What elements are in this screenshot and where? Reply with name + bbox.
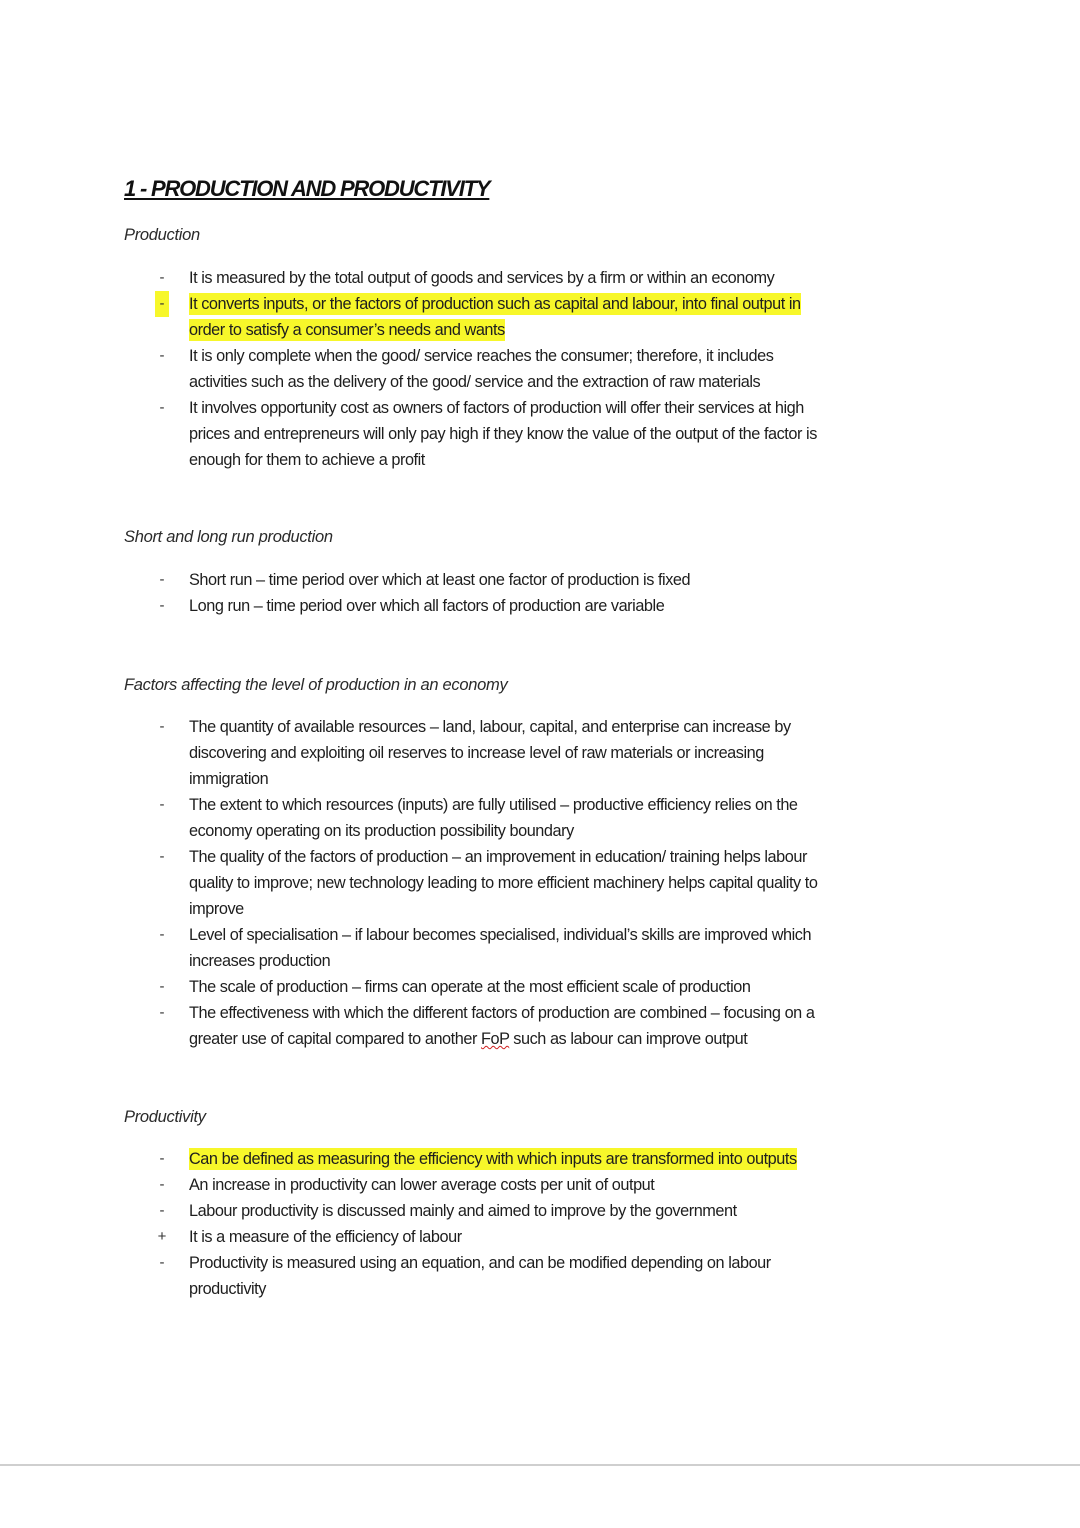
text-line <box>189 948 1080 974</box>
line-text: Short run – time period over which at least one factor of production is fixed <box>189 571 691 589</box>
section-heading: Short and long run production <box>124 528 333 546</box>
text-line <box>189 369 1080 395</box>
list-item <box>0 291 1080 343</box>
dash-bullet-icon: - <box>159 597 165 614</box>
dash-bullet-icon: - <box>159 269 165 286</box>
list-item <box>0 265 1080 291</box>
list-item <box>0 792 1080 844</box>
dash-bullet-icon: - <box>159 848 165 865</box>
line-text: discovering and exploiting oil reserves to increase level of raw materials or increasing <box>189 744 764 762</box>
line-text: Labour productivity is discussed mainly and aimed to improve by the government <box>189 1202 737 1220</box>
line-text: Long run – time period over which all factors of production are variable <box>189 597 665 615</box>
dash-bullet-icon: - <box>159 1150 165 1167</box>
line-text: The scale of production – firms can operate at the most efficient scale of production <box>189 978 751 996</box>
line-text: Productivity is measured using an equation, and can be modified depending on labour <box>189 1254 771 1272</box>
line-text: The extent to which resources (inputs) are fully utilised – productive efficiency relies on the <box>189 796 798 814</box>
bullet-list <box>0 567 1080 619</box>
list-item <box>0 1250 1080 1302</box>
line-text: The effectiveness with which the different factors of production are combined – focusing on a <box>189 1004 815 1022</box>
text-line <box>189 870 1080 896</box>
dash-bullet-icon: - <box>159 1202 165 1219</box>
highlighted-text: order to satisfy a consumer’s needs and wants <box>189 321 505 339</box>
text-line <box>189 593 1080 619</box>
list-item <box>0 844 1080 922</box>
bullet-list <box>0 265 1080 473</box>
dash-bullet-icon: - <box>159 571 165 588</box>
line-text: It is a measure of the efficiency of labour <box>189 1228 462 1246</box>
list-item <box>0 567 1080 593</box>
text-line <box>189 291 1080 317</box>
text-line <box>189 265 1080 291</box>
line-text: greater use of capital compared to another FoP such as labour can improve output <box>189 1030 748 1048</box>
text-line <box>189 395 1080 421</box>
list-item <box>0 922 1080 974</box>
list-item <box>0 1000 1080 1052</box>
section-heading: Productivity <box>124 1108 206 1126</box>
dash-bullet-icon: - <box>155 291 169 317</box>
line-text: An increase in productivity can lower average costs per unit of output <box>189 1176 655 1194</box>
line-text: improve <box>189 900 244 918</box>
line-text: The quantity of available resources – land, labour, capital, and enterprise can increase by <box>189 718 791 736</box>
line-text: productivity <box>189 1280 266 1298</box>
line-text: increases production <box>189 952 331 970</box>
dash-bullet-icon: - <box>159 718 165 735</box>
text-line <box>189 896 1080 922</box>
line-text: prices and entrepreneurs will only pay high if they know the value of the output of the factor is <box>189 425 817 443</box>
text-line <box>189 1000 1080 1026</box>
dash-bullet-icon: - <box>159 347 165 364</box>
text-line <box>189 1250 1080 1276</box>
text-line <box>189 922 1080 948</box>
text-line <box>189 974 1080 1000</box>
line-text: Level of specialisation – if labour becomes specialised, individual’s skills are improved which <box>189 926 812 944</box>
page-bottom-divider <box>0 1464 1080 1466</box>
text-line <box>189 1198 1080 1224</box>
text-line <box>189 792 1080 818</box>
bullet-list <box>0 714 1080 1052</box>
line-text: quality to improve; new technology leading to more efficient machinery helps capital quality to <box>189 874 818 892</box>
line-text: It is only complete when the good/ service reaches the consumer; therefore, it includes <box>189 347 774 365</box>
section-heading: Factors affecting the level of production in an economy <box>124 676 508 694</box>
text-line <box>189 740 1080 766</box>
dash-bullet-icon: - <box>159 399 165 416</box>
list-item <box>0 593 1080 619</box>
list-item <box>0 343 1080 395</box>
list-item <box>0 395 1080 473</box>
text-line <box>189 317 1080 343</box>
spellcheck-underline-word: FoP <box>481 1030 510 1048</box>
list-item <box>0 1198 1080 1224</box>
text-line <box>189 766 1080 792</box>
text-line <box>189 447 1080 473</box>
plus-bullet-icon: + <box>157 1228 167 1245</box>
dash-bullet-icon: - <box>159 796 165 813</box>
list-item <box>0 1146 1080 1172</box>
line-text: activities such as the delivery of the good/ service and the extraction of raw materials <box>189 373 761 391</box>
highlighted-text: Can be defined as measuring the efficiency with which inputs are transformed into outputs <box>189 1150 797 1168</box>
bullet-list <box>0 1146 1080 1302</box>
page-title: 1 - PRODUCTION AND PRODUCTIVITY <box>124 176 490 201</box>
dash-bullet-icon: - <box>159 1176 165 1193</box>
text-line <box>189 421 1080 447</box>
line-text: enough for them to achieve a profit <box>189 451 425 469</box>
line-text: It involves opportunity cost as owners of factors of production will offer their services at high <box>189 399 804 417</box>
text-line <box>189 1224 1080 1250</box>
list-item <box>0 1224 1080 1250</box>
line-text: The quality of the factors of production – an improvement in education/ training helps labour <box>189 848 807 866</box>
text-line <box>189 714 1080 740</box>
text-line <box>189 818 1080 844</box>
section-heading: Production <box>124 226 200 244</box>
line-text: It is measured by the total output of goods and services by a firm or within an economy <box>189 269 775 287</box>
line-text: immigration <box>189 770 269 788</box>
line-text: economy operating on its production possibility boundary <box>189 822 574 840</box>
list-item <box>0 974 1080 1000</box>
dash-bullet-icon: - <box>159 1254 165 1271</box>
dash-bullet-icon: - <box>159 926 165 943</box>
list-item <box>0 1172 1080 1198</box>
text-line <box>189 1146 1080 1172</box>
text-line <box>189 1276 1080 1302</box>
text-line <box>189 1026 1080 1052</box>
text-line <box>189 1172 1080 1198</box>
dash-bullet-icon: - <box>159 978 165 995</box>
dash-bullet-icon: - <box>159 1004 165 1021</box>
list-item <box>0 714 1080 792</box>
highlighted-text: It converts inputs, or the factors of production such as capital and labour, into final output in <box>189 295 801 313</box>
text-line <box>189 567 1080 593</box>
text-line <box>189 844 1080 870</box>
text-line <box>189 343 1080 369</box>
